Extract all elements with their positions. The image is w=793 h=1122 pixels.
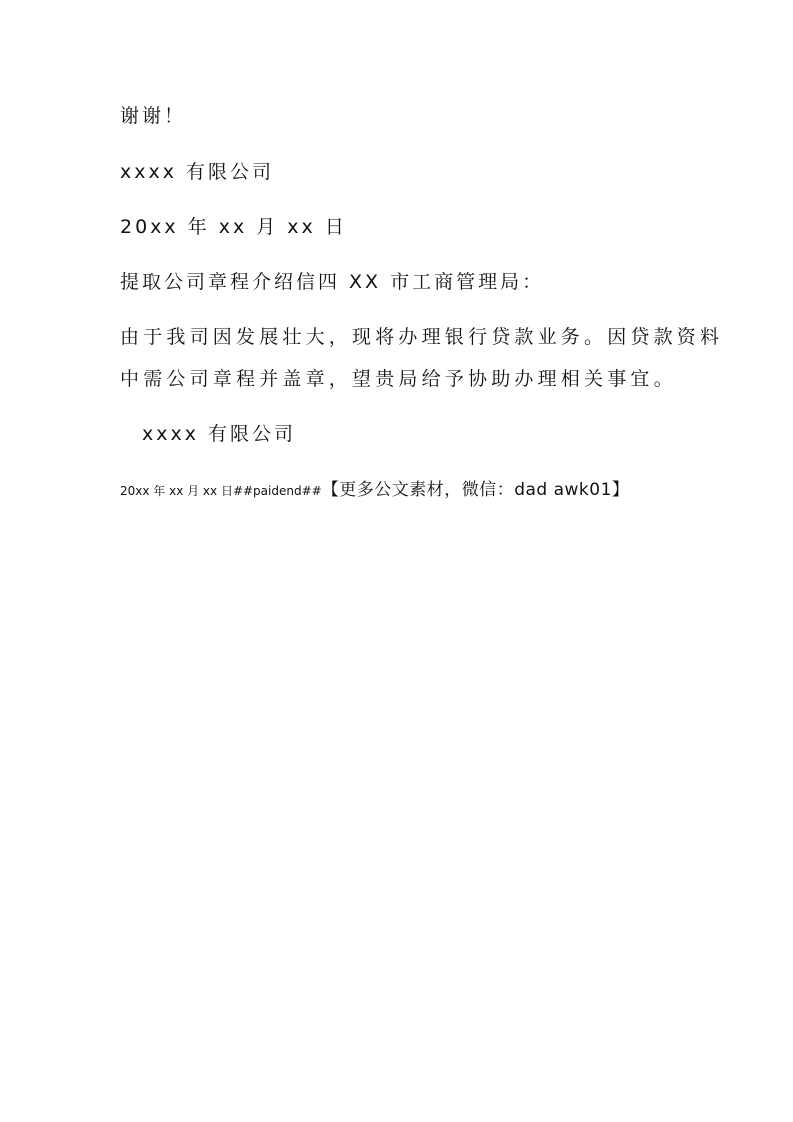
footer-date-marker: 20xx 年 xx 月 xx 日##paidend## [120, 484, 322, 498]
company-name: xxxx 有限公司 [120, 161, 275, 183]
date-text: 20xx 年 xx 月 xx 日 [120, 216, 347, 238]
body-paragraph-line-1: 由于我司因发展壮大，现将办理银行贷款业务。因贷款资料 [120, 326, 724, 348]
footer-promo: 【更多公文素材，微信：dad awk01】 [321, 480, 630, 500]
signature-company: xxxx 有限公司 [142, 423, 297, 445]
body-paragraph-line-2: 中需公司章程并盖章，望贵局给予协助办理相关事宜。 [120, 368, 677, 390]
thanks-text: 谢谢！ [120, 105, 187, 127]
footer-line [120, 478, 629, 503]
letter-heading: 提取公司章程介绍信四 XX 市工商管理局： [120, 271, 545, 293]
